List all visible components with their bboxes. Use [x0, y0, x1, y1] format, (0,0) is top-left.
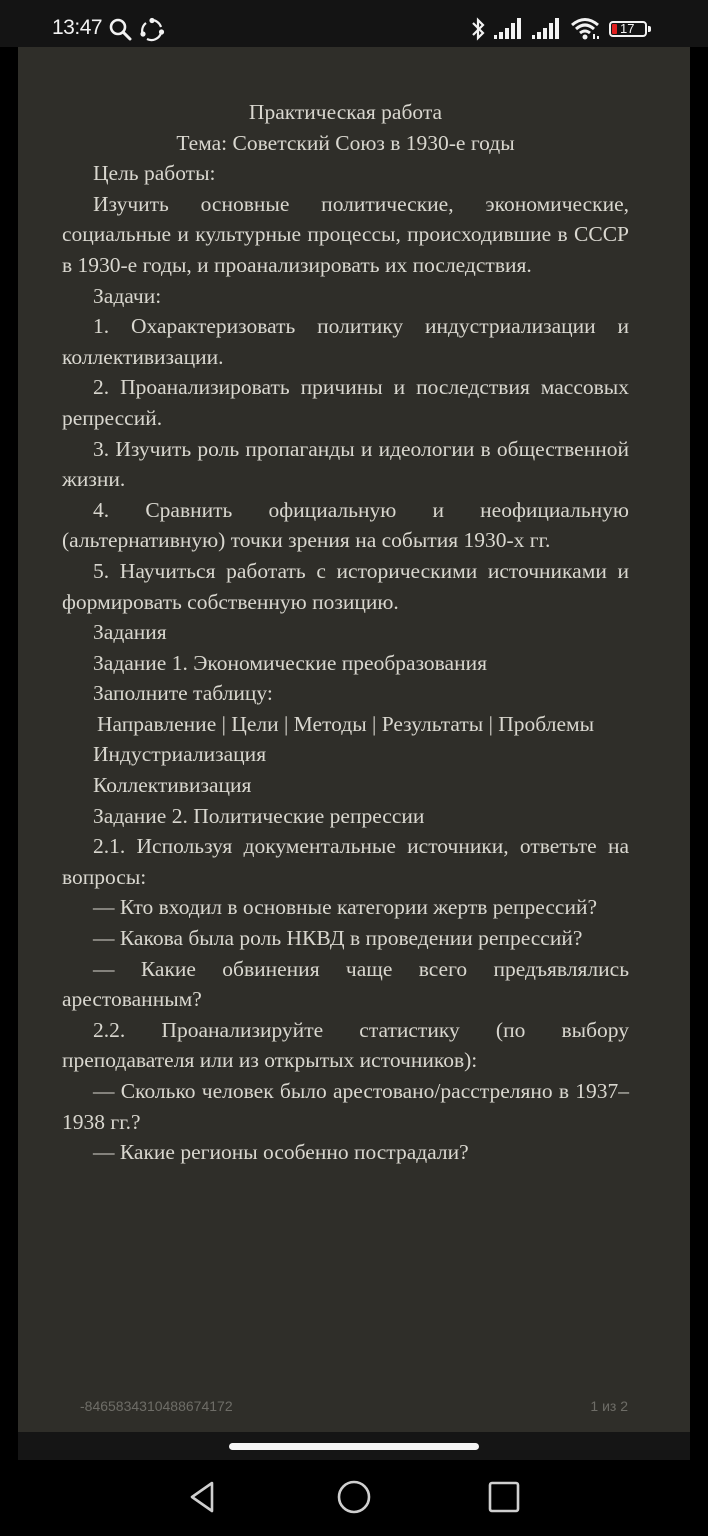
- question-item: — Какие обвинения чаще всего предъявлялись арестованным?: [62, 956, 629, 1012]
- battery-level: 17: [620, 21, 635, 36]
- task-item: 2. Проанализировать причины и последствия массовых репрессий.: [62, 375, 629, 430]
- status-time: 13:47: [52, 16, 103, 39]
- task-item: 4. Сравнить официальную и неофициальную (альтернативную) точки зрения на события 1930-х гг.: [62, 497, 629, 553]
- home-icon[interactable]: [334, 1477, 374, 1517]
- battery-icon: [609, 21, 647, 37]
- assignment-heading: Задание 2. Политические репрессии: [93, 803, 425, 828]
- document-content: [62, 97, 629, 1168]
- search-icon: [108, 17, 132, 41]
- section-heading: Цель работы:: [93, 161, 216, 186]
- table-header-row: Направление | Цели | Методы | Результаты | Проблемы: [96, 711, 595, 736]
- navigation-bar: [0, 1460, 708, 1536]
- section-heading: Задания: [93, 620, 167, 645]
- signal-icon: [532, 18, 562, 40]
- recents-icon[interactable]: [484, 1477, 524, 1517]
- section-heading: Задачи:: [93, 283, 162, 308]
- status-bar: [0, 0, 708, 47]
- assignment-heading: Задание 1. Экономические преобразования: [93, 650, 487, 675]
- wifi-icon: [570, 17, 602, 41]
- signal-icon: [494, 18, 524, 40]
- question-item: — Кто входил в основные категории жертв репрессий?: [93, 895, 598, 920]
- document-id: -8465834310488674172: [80, 1398, 233, 1414]
- page-indicator: 1 из 2: [590, 1398, 628, 1414]
- question-item: — Какие регионы особенно пострадали?: [93, 1140, 469, 1165]
- table-row-label: Коллективизация: [93, 773, 252, 798]
- question-item: — Какова была роль НКВД в проведении репрессий?: [93, 926, 583, 951]
- document-topic: Тема: Советский Союз в 1930-е годы: [176, 130, 515, 155]
- bluetooth-icon: [470, 16, 486, 42]
- document-title: Практическая работа: [248, 100, 443, 124]
- paragraph: 2.2. Проанализируйте статистику (по выбору преподавателя или из открытых источников):: [62, 1017, 629, 1073]
- sync-icon: [139, 17, 165, 43]
- task-item: 1. Охарактеризовать политику индустриализации и коллективизации.: [62, 314, 629, 369]
- paragraph: Изучить основные политические, экономические, социальные и культурные процессы, происходившие в СССР в 1930-е годы, и проанализировать их последствия.: [62, 191, 629, 277]
- task-item: 5. Научиться работать с историческими источниками и формировать собственную позицию.: [62, 558, 629, 614]
- back-icon[interactable]: [184, 1477, 224, 1517]
- table-row-label: Индустриализация: [93, 742, 267, 767]
- question-item: — Сколько человек было арестовано/расстреляно в 1937–1938 гг.?: [62, 1079, 629, 1134]
- task-item: 3. Изучить роль пропаганды и идеологии в общественной жизни.: [62, 436, 629, 492]
- paragraph: 2.1. Используя документальные источники, ответьте на вопросы:: [62, 834, 629, 889]
- paragraph: Заполните таблицу:: [93, 681, 273, 706]
- home-indicator[interactable]: [229, 1443, 479, 1450]
